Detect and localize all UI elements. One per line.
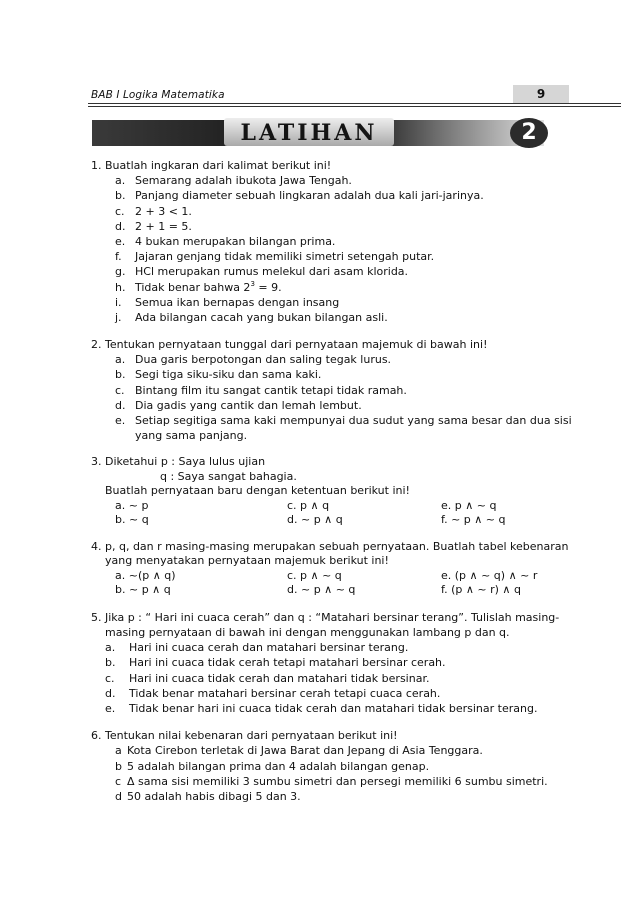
list-item: f. Jajaran genjang tidak memiliki simetri setengah putar. bbox=[115, 250, 435, 264]
list-item: a. Hari ini cuaca cerah dan matahari bersinar terang. bbox=[105, 641, 409, 655]
list-item: d 50 adalah habis dibagi 5 dan 3. bbox=[115, 789, 301, 803]
option: f. ~ p ∧ ~ q bbox=[441, 513, 506, 527]
options-row bbox=[91, 583, 571, 598]
list-item: a. Semarang adalah ibukota Jawa Tengah. bbox=[115, 174, 352, 188]
list-item: g. HCl merupakan rumus melekul dari asam klorida. bbox=[115, 265, 409, 279]
question-4-line-2: yang menyatakan pernyataan majemuk berikut ini! bbox=[105, 554, 389, 568]
list-item: d. Tidak benar matahari bersinar cerah tetapi cuaca cerah. bbox=[105, 686, 441, 700]
question-2-intro: 2. Tentukan pernyataan tunggal dari pernyataan majemuk di bawah ini! bbox=[91, 338, 488, 352]
question-6 bbox=[91, 728, 571, 804]
list-item: h. Tidak benar bahwa $2^3 = 9$. bbox=[115, 279, 282, 294]
question-5-line-2: masing pernyataan di bawah ini dengan menggunakan lambang p dan q. bbox=[105, 626, 510, 640]
exercise-list bbox=[91, 150, 571, 804]
question-2 bbox=[91, 337, 571, 443]
question-3 bbox=[91, 455, 571, 528]
question-1 bbox=[91, 158, 571, 325]
page-number: 9 bbox=[513, 85, 569, 103]
list-item: e. Tidak benar hari ini cuaca tidak cerah dan matahari tidak bersinar terang. bbox=[105, 702, 538, 716]
header-rule-bottom bbox=[88, 106, 621, 107]
list-item: e. Setiap segitiga sama kaki mempunyai dua sudut yang sama besar dan dua sisi yang sama panjang. bbox=[115, 414, 572, 443]
list-item: c Δ sama sisi memiliki 3 sumbu simetri dan persegi memiliki 6 sumbu simetri. bbox=[115, 774, 548, 788]
list-item: b. Panjang diameter sebuah lingkaran adalah dua kali jari-jarinya. bbox=[115, 189, 484, 203]
running-header: BAB I Logika Matematika bbox=[91, 89, 225, 101]
question-6-intro: 6. Tentukan nilai kebenaran dari pernyataan berikut ini! bbox=[91, 729, 398, 743]
options-row bbox=[91, 499, 571, 514]
banner-title: LATIHAN bbox=[224, 118, 394, 146]
list-item: b. Hari ini cuaca tidak cerah tetapi matahari bersinar cerah. bbox=[105, 656, 446, 670]
option: f. (p ∧ ~ r) ∧ q bbox=[441, 583, 521, 597]
list-item: e. 4 bukan merupakan bilangan prima. bbox=[115, 234, 336, 248]
list-item: c. 2 + 3 < 1. bbox=[115, 204, 192, 218]
list-item: j. Ada bilangan cacah yang bukan bilangan asli. bbox=[115, 310, 388, 324]
list-item: c. Hari ini cuaca tidak cerah dan matahari tidak bersinar. bbox=[105, 671, 430, 685]
option: a. ~ p bbox=[115, 498, 149, 512]
banner-number-badge: 2 bbox=[510, 118, 548, 148]
option: e. p ∧ ~ q bbox=[441, 498, 497, 512]
option: d. ~ p ∧ q bbox=[287, 513, 343, 527]
options-row bbox=[91, 569, 571, 584]
list-item: b 5 adalah bilangan prima dan 4 adalah bilangan genap. bbox=[115, 759, 430, 773]
question-3-line-2: q : Saya sangat bahagia. bbox=[160, 469, 297, 483]
question-4-line-1: 4. p, q, dan r masing-masing merupakan sebuah pernyataan. Buatlah tabel kebenaran bbox=[91, 539, 569, 553]
question-4 bbox=[91, 540, 571, 598]
list-item: d. Dia gadis yang cantik dan lemah lembut. bbox=[115, 398, 362, 412]
question-3-line-3: Buatlah pernyataan baru dengan ketentuan berikut ini! bbox=[105, 484, 410, 498]
options-row bbox=[91, 513, 571, 528]
list-item: d. 2 + 1 = 5. bbox=[115, 219, 192, 233]
header-rule-top bbox=[88, 103, 621, 104]
question-1-intro: 1. Buatlah ingkaran dari kalimat berikut ini! bbox=[91, 159, 332, 172]
question-5-line-1: 5. Jika p : “ Hari ini cuaca cerah” dan q : “Matahari bersinar terang”. Tulislah masing- bbox=[91, 610, 560, 624]
option: a. ~(p ∧ q) bbox=[115, 568, 176, 582]
option: c. p ∧ q bbox=[287, 498, 330, 512]
option: b. ~ q bbox=[115, 513, 149, 527]
list-item: b. Segi tiga siku-siku dan sama kaki. bbox=[115, 368, 322, 382]
list-item: a Kota Cirebon terletak di Jawa Barat dan Jepang di Asia Tenggara. bbox=[115, 744, 483, 758]
question-5 bbox=[91, 610, 571, 716]
option: b. ~ p ∧ q bbox=[115, 583, 171, 597]
question-3-line-1: 3. Diketahui p : Saya lulus ujian bbox=[91, 455, 266, 469]
list-item: i. Semua ikan bernapas dengan insang bbox=[115, 295, 340, 309]
option: d. ~ p ∧ ~ q bbox=[287, 583, 356, 597]
list-item: a. Dua garis berpotongan dan saling tegak lurus. bbox=[115, 353, 392, 367]
option: e. (p ∧ ~ q) ∧ ~ r bbox=[441, 568, 538, 582]
list-item: c. Bintang film itu sangat cantik tetapi tidak ramah. bbox=[115, 383, 407, 397]
option: c. p ∧ ~ q bbox=[287, 568, 342, 582]
